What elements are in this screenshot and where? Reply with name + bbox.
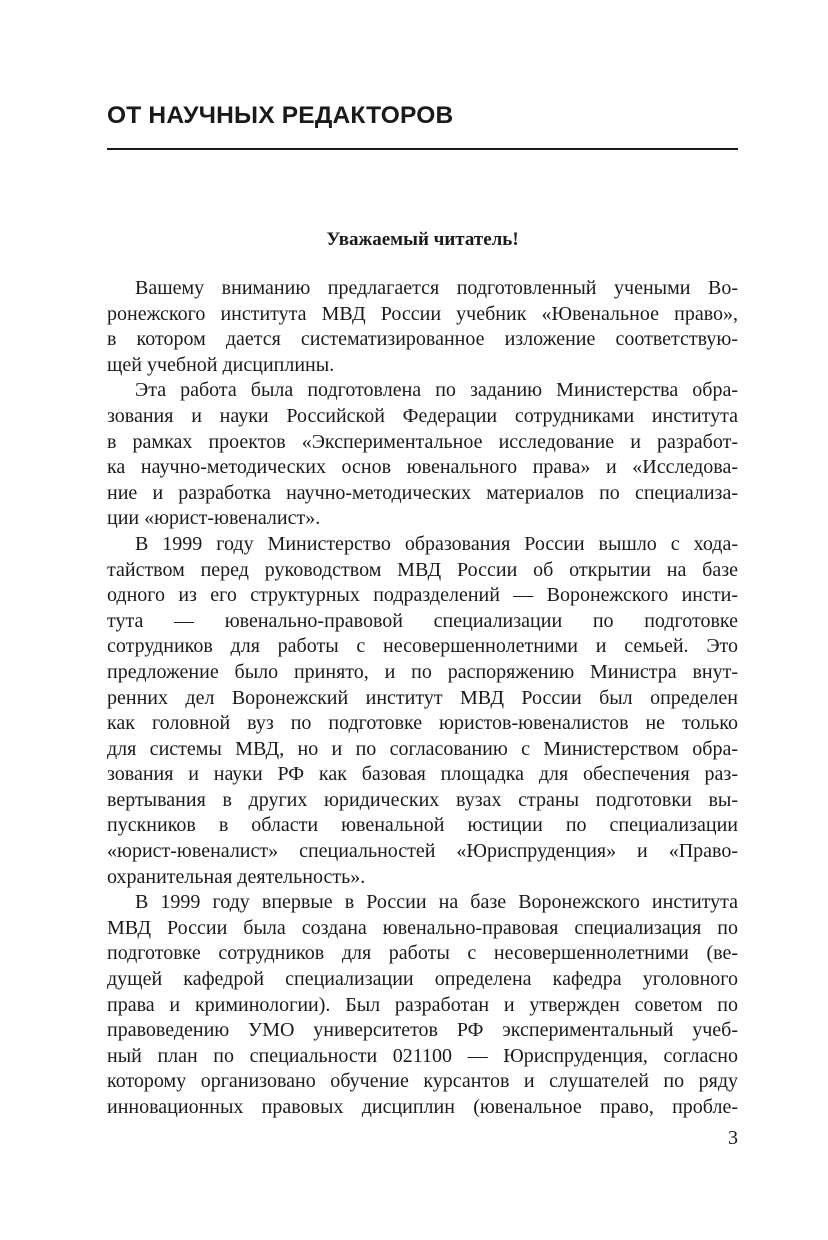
paragraph-1-line: Вашему вниманию предлагается подготовленный учеными Во- <box>135 277 738 299</box>
paragraph-4-line: В 1999 году впервые в России на базе Воронежского института <box>135 891 738 914</box>
paragraph-3-line: одного из его структурных подразделений — Воронежского инсти- <box>107 584 738 607</box>
paragraph-2-line: ции «юрист-ювеналист». <box>107 507 321 530</box>
paragraph-3-line: как головной вуз по подготовке юристов-ювеналистов не только <box>107 712 738 735</box>
paragraph-3-line: для системы МВД, но и по согласованию с Министерством обра- <box>107 737 738 760</box>
page-number: 3 <box>728 1127 738 1149</box>
paragraph-4-line: подготовке сотрудников для работы с несовершеннолетними (ве- <box>107 942 738 965</box>
paragraph-4-line: инновационных правовых дисциплин (ювенальное право, пробле- <box>107 1096 738 1118</box>
page-title: ОТ НАУЧНЫХ РЕДАКТОРОВ <box>107 102 454 129</box>
paragraph-4-line: права и криминологии). Был разработан и утвержден советом по <box>107 993 738 1016</box>
paragraph-4-line: ный план по специальности 021100 — Юриспруденция, согласно <box>107 1044 738 1067</box>
paragraph-1-line: щей учебной дисциплины. <box>107 353 335 376</box>
paragraph-4-line: дущей кафедрой специализации определена кафедра уголовного <box>107 968 738 991</box>
paragraph-2-line: ние и разработка научно-методических материалов по специализа- <box>107 481 738 504</box>
paragraph-3-line: зования и науки РФ как базовая площадка для обеспечения раз- <box>107 763 738 786</box>
paragraph-4-line: которому организовано обучение курсантов и слушателей по ряду <box>107 1070 738 1093</box>
paragraph-2-line: ка научно-методических основ ювенального права» и «Исследова- <box>107 456 738 479</box>
paragraph-3-line: предложение было принято, и по распоряжению Министра внут- <box>107 660 738 683</box>
paragraph-2-line: зования и науки Российской Федерации сотрудниками института <box>107 404 738 427</box>
paragraph-2-line: Эта работа была подготовлена по заданию Министерства обра- <box>135 379 738 402</box>
title-rule <box>107 148 738 150</box>
paragraph-3-line: пускников в области ювенальной юстиции по специализации <box>107 814 738 837</box>
paragraph-3-line: охранительная деятельность». <box>107 865 366 888</box>
paragraph-3-line: вертывания в других юридических вузах страны подготовки вы- <box>107 788 738 811</box>
body-text <box>107 276 738 1121</box>
paragraph-1-line: в котором дается систематизированное изложение соответствую- <box>107 328 738 351</box>
paragraph-1-line: ронежского института МВД России учебник «Ювенальное право», <box>107 302 738 325</box>
paragraph-3-line: сотрудников для работы с несовершеннолетними и семьей. Это <box>107 635 738 658</box>
salutation: Уважаемый читатель! <box>326 229 519 250</box>
paragraph-3-line: тута — ювенально-правовой специализации по подготовке <box>107 609 738 632</box>
paragraph-3-line: В 1999 году Министерство образования России вышло с хода- <box>135 532 738 555</box>
paragraph-3-line: ренних дел Воронежский институт МВД России был определен <box>107 686 738 709</box>
paragraph-3-line: «юрист-ювеналист» специальностей «Юриспруденция» и «Право- <box>107 840 738 863</box>
paragraph-4-line: МВД России была создана ювенально-правовая специализация по <box>107 916 738 939</box>
paragraph-2-line: в рамках проектов «Экспериментальное исследование и разработ- <box>107 430 738 453</box>
paragraph-3-line: тайством перед руководством МВД России об открытии на базе <box>107 558 738 581</box>
paragraph-4-line: правоведению УМО университетов РФ экспериментальный учеб- <box>107 1019 738 1042</box>
